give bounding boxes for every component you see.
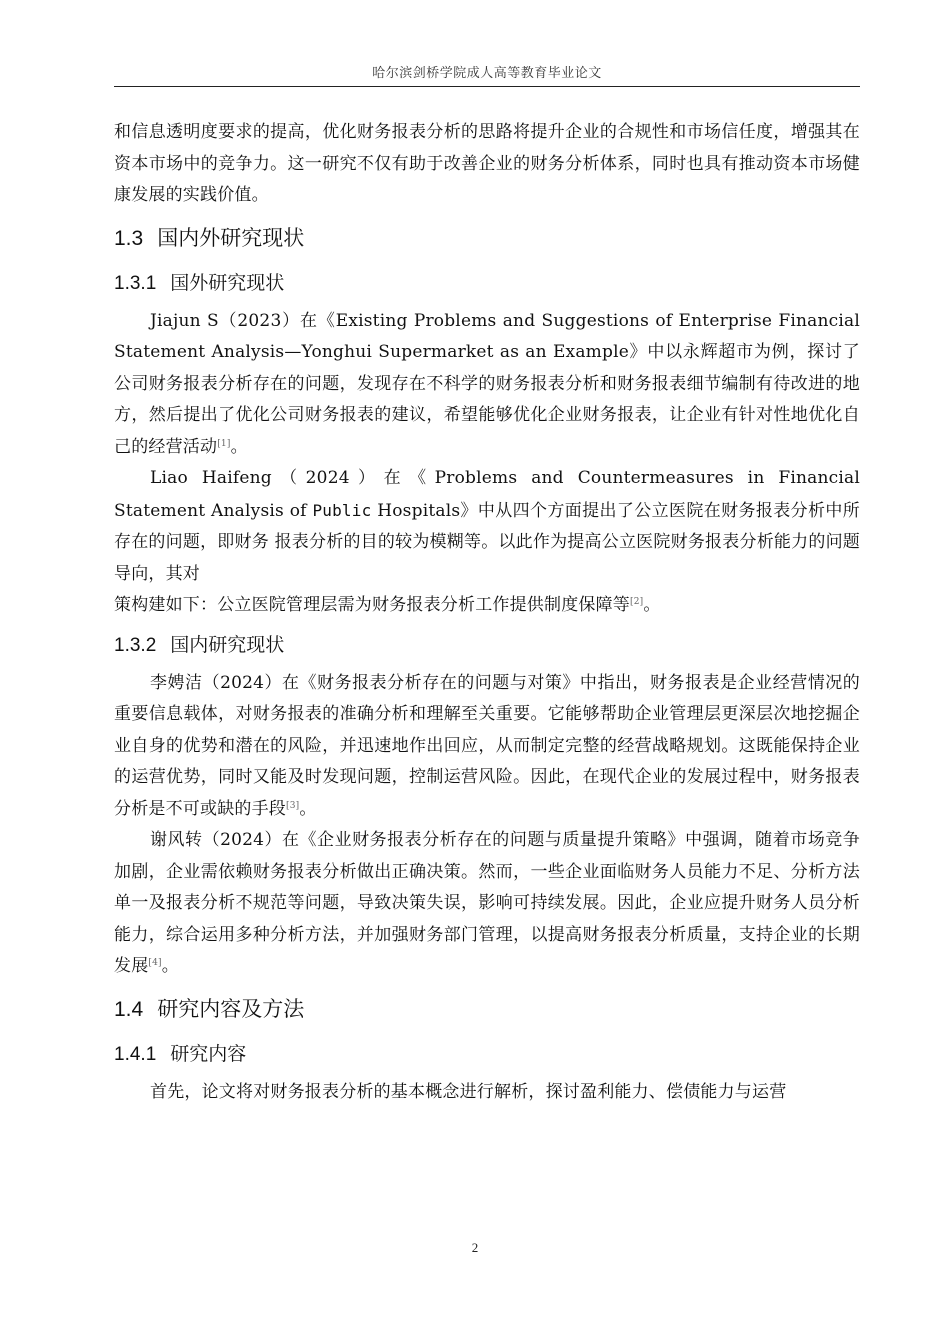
section-title: 国内外研究现状 xyxy=(157,225,305,250)
header-rule xyxy=(114,86,860,87)
paragraph-research-content: 首先，论文将对财务报表分析的基本概念进行解析，探讨盈利能力、偿债能力与运营 xyxy=(150,1081,787,1102)
running-header: 哈尔滨剑桥学院成人高等教育毕业论文 xyxy=(372,66,602,81)
citation-4: [4] xyxy=(148,958,162,968)
intro-paragraph: 和信息透明度要求的提高，优化财务报表分析的思路将提升企业的合规性和市场信任度，增强其在资本市场中的竞争力。这一研究不仅有助于改善企业的财务分析体系，同时也具有推动资本市场健康发展的实践价值。 xyxy=(114,122,860,205)
subsection-number: 1.3.1 xyxy=(114,272,157,294)
paragraph-mono-word: Public xyxy=(312,500,372,520)
paragraph-text: 策构建如下：公立医院管理层需为财务报表分析工作提供制度保障等 xyxy=(114,595,630,615)
paragraph-text: Liao Haifeng（2024）在《Problems and Countermeasures in Financial Statement Analysis of xyxy=(114,468,860,521)
paragraph-end: 。 xyxy=(299,798,317,819)
citation-2: [2] xyxy=(630,597,644,607)
citation-3: [3] xyxy=(286,800,300,811)
subsection-heading-1-3-2 xyxy=(114,626,860,664)
subsection-title: 国外研究现状 xyxy=(170,271,285,294)
paragraph-text: 谢风转（2024）在《企业财务报表分析存在的问题与质量提升策略》中强调，随着市场竞争加剧，企业需依赖财务报表分析做出正确决策。然而，一些企业面临财务人员能力不足、分析方法单一及报表分析不规范等问题，导致决策失误，影响可持续发展。因此，企业应提升财务人员分析能力，综合运用多种分析方法，并加强财务部门管理，以提高财务报表分析质量，支持企业的长期发展 xyxy=(114,830,860,976)
page-number: 2 xyxy=(471,1240,479,1255)
section-heading-1-3 xyxy=(114,218,860,258)
paragraph-text: Jiajun S（2023）在《Existing Problems and Suggestions of Enterprise Financial Statement Analysis—Yonghui Supermarket as an Example》中以永辉超市为例，探讨了公司财务报表分析存在的问题，发现存在不科学的财务报表分析和财务报表细节编制有待改进的地方，然后提出了优化公司财务报表的建议，希望能够优化企业财务报表，让企业有针对性地优化自己的经营活动 xyxy=(114,310,860,457)
paragraph-xie xyxy=(114,825,860,983)
subsection-number: 1.3.2 xyxy=(114,634,157,656)
section-heading-1-4 xyxy=(114,989,860,1029)
paragraph-jiajun xyxy=(114,306,860,464)
paragraph-text: Hospitals》中从四个方面提出了公立医院在财务报表分析中所存在的问题，即财务 报表分析的目的较为模糊等。以此作为提高公立医院财务报表分析能力的问题导向，其对 xyxy=(114,500,860,584)
subsection-number: 1.4.1 xyxy=(114,1043,157,1065)
paragraph-text: 李娉洁（2024）在《财务报表分析存在的问题与对策》中指出，财务报表是企业经营情况的重要信息载体，对财务报表的准确分析和理解至关重要。它能够帮助企业管理层更深层次地挖掘企业自身的优势和潜在的风险，并迅速地作出回应，从而制定完整的经营战略规划。这既能保持企业的运营优势，同时又能及时发现问题，控制运营风险。因此，在现代企业的发展过程中，财务报表分析是不可或缺的手段 xyxy=(114,672,860,819)
paragraph-end: 。 xyxy=(230,436,248,457)
section-number: 1.4 xyxy=(114,997,144,1021)
citation-1: [1] xyxy=(217,438,231,449)
subsection-heading-1-4-1 xyxy=(114,1035,860,1073)
main-content xyxy=(114,117,860,1108)
subsection-heading-1-3-1 xyxy=(114,264,860,302)
paragraph-li xyxy=(114,668,860,826)
paragraph-liao xyxy=(114,463,860,590)
section-title: 研究内容及方法 xyxy=(157,996,305,1021)
paragraph-liao-continued xyxy=(114,590,860,622)
subsection-title: 国内研究现状 xyxy=(170,633,285,656)
section-number: 1.3 xyxy=(114,226,144,250)
paragraph-end: 。 xyxy=(643,595,661,615)
paragraph-end: 。 xyxy=(161,956,179,976)
subsection-title: 研究内容 xyxy=(170,1042,247,1065)
